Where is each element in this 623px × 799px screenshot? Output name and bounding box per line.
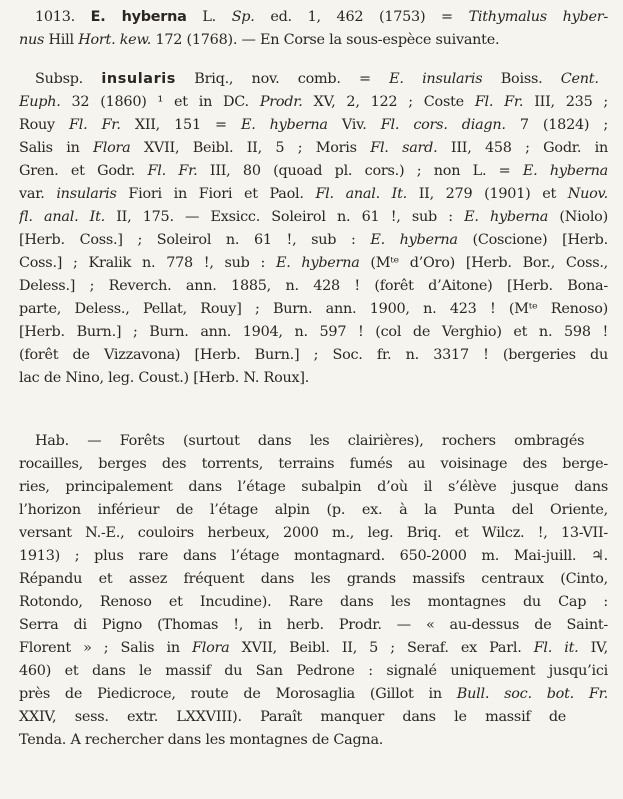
text-segment: Prodr. <box>259 94 303 110</box>
text-segment: E. insularis <box>389 71 483 87</box>
text-segment: Briq., nov. comb. = <box>175 71 390 87</box>
text-segment: IV, <box>578 640 609 656</box>
text-line <box>19 453 609 476</box>
text-segment: Bull. soc. bot. Fr. <box>456 686 608 702</box>
text-segment: Fl. Fr. <box>147 163 198 179</box>
text-segment: Fiori in Fiori et Paol. <box>116 186 316 202</box>
text-line <box>19 321 609 344</box>
text-segment: Répandu et assez fréquent dans les grands massifs centraux (Cinto, <box>19 571 608 587</box>
text-line <box>19 367 609 390</box>
paragraph-subsp-insularis <box>19 68 609 390</box>
text-segment: Fl. sard. <box>370 140 438 156</box>
text-segment: Hort. kew. <box>78 32 152 48</box>
text-segment: parte, Deless., Pellat, Rouy] ; Burn. ann. 1900, n. 423 ! (Mᵗᵉ Renoso) <box>19 301 608 317</box>
text-line <box>19 499 609 522</box>
text-segment: Hab. — Forêts (surtout dans les clairières), rochers ombragés <box>35 433 585 449</box>
text-segment: 7 (1824) ; <box>505 117 608 133</box>
text-line <box>19 114 609 137</box>
text-line <box>19 206 609 229</box>
text-segment: E. hyberna <box>90 9 187 25</box>
text-segment: Fl. Fr. <box>474 94 524 110</box>
text-line <box>19 275 609 298</box>
text-segment: E. hyberna <box>370 232 458 248</box>
text-line <box>19 183 609 206</box>
text-segment: nus <box>19 32 45 48</box>
text-line <box>19 660 609 683</box>
text-segment: 172 (1768). — En Corse la sous-espèce suivante. <box>151 32 500 48</box>
text-segment: Serra di Pigno (Thomas !, in herb. Prodr. — « au-dessus de Saint- <box>19 617 608 633</box>
text-segment: II, 175. — Exsicc. Soleirol n. 61 !, sub : <box>104 209 465 225</box>
text-segment: Fl. cors. diagn. <box>380 117 506 133</box>
text-segment: [Herb. Burn.] ; Burn. ann. 1904, n. 597 ! (col de Verghio) et n. 598 ! <box>19 324 608 340</box>
text-segment: Euph. <box>19 94 61 110</box>
text-segment: Sp. <box>231 9 255 25</box>
text-line <box>19 68 609 91</box>
text-segment: insularis <box>101 71 176 87</box>
text-segment: E. hyberna <box>464 209 549 225</box>
text-segment: 1013. <box>35 9 91 25</box>
text-segment: Florent » ; Salis in <box>19 640 192 656</box>
text-segment: Tenda. A rechercher dans les montagnes de Cagna. <box>19 732 384 748</box>
text-segment: Subsp. <box>35 71 102 87</box>
text-line <box>19 430 609 453</box>
text-segment: fl. anal. It. <box>19 209 105 225</box>
text-segment: III, 235 ; <box>523 94 609 110</box>
text-segment: Flora <box>93 140 131 156</box>
text-segment: Fl. anal. It. <box>315 186 407 202</box>
text-segment: Salis in <box>19 140 94 156</box>
text-segment: III, 80 (quoad pl. cors.) ; non L. = <box>197 163 523 179</box>
text-segment: (Coscione) [Herb. <box>457 232 608 248</box>
text-segment: 460) et dans le massif du San Pedrone : signalé uniquement jusqu’ici <box>19 663 608 679</box>
text-segment: Flora <box>192 640 230 656</box>
text-segment: E. hyberna <box>275 255 360 271</box>
text-line <box>19 137 609 160</box>
text-segment: Gren. et Godr. <box>19 163 148 179</box>
text-segment: Tithymalus hyber- <box>468 9 609 25</box>
text-line <box>19 637 609 660</box>
text-line <box>19 568 609 591</box>
text-segment: 1913) ; plus rare dans l’étage montagnard. 650-2000 m. Mai-juill. ♃. <box>19 548 608 564</box>
text-segment: XII, 151 = <box>120 117 241 133</box>
text-segment: versant N.-E., couloirs herbeux, 2000 m., leg. Briq. et Wilcz. !, 13-VII- <box>19 525 608 541</box>
text-segment: Cent. <box>560 71 599 87</box>
text-line <box>19 545 609 568</box>
text-segment: lac de Nino, leg. Coust.) [Herb. N. Roux]. <box>19 370 310 386</box>
text-segment: [Herb. Coss.] ; Soleirol n. 61 !, sub : <box>19 232 371 248</box>
text-segment: XVII, Beibl. II, 5 ; Seraf. ex Parl. <box>229 640 534 656</box>
text-segment: rocailles, berges des torrents, terrains fumés au voisinage des berge- <box>19 456 608 472</box>
paragraph-entry-1013 <box>19 6 609 52</box>
text-segment: Nuov. <box>567 186 609 202</box>
text-segment: XXIV, sess. extr. LXXVIII). Paraît manquer dans le massif de <box>19 709 567 725</box>
text-line <box>19 160 609 183</box>
text-segment: II, 279 (1901) et <box>406 186 568 202</box>
text-line <box>19 706 609 729</box>
text-line <box>19 91 609 114</box>
text-segment: (forêt de Vizzavona) [Herb. Burn.] ; Soc. fr. n. 3317 ! (bergeries du <box>19 347 608 363</box>
text-segment: L. <box>186 9 232 25</box>
text-segment: Rotondo, Renoso et Incudine). Rare dans les montagnes du Cap : <box>19 594 608 610</box>
text-segment: Deless.] ; Reverch. ann. 1885, n. 428 ! (forêt d’Aitone) [Herb. Bona- <box>19 278 608 294</box>
text-line <box>19 591 609 614</box>
text-line <box>19 252 609 275</box>
text-segment: E. hyberna <box>522 163 609 179</box>
text-segment: Viv. <box>327 117 381 133</box>
text-segment: Coss.] ; Kralik n. 778 !, sub : <box>19 255 276 271</box>
text-line <box>19 298 609 321</box>
text-line <box>19 614 609 637</box>
text-line <box>19 229 609 252</box>
text-segment: insularis <box>56 186 117 202</box>
text-segment: ed. 1, 462 (1753) = <box>254 9 469 25</box>
paragraph-habitat <box>19 430 609 752</box>
text-segment: XVII, Beibl. II, 5 ; Moris <box>130 140 371 156</box>
text-segment: 32 (1860) ¹ et in DC. <box>60 94 260 110</box>
text-segment: (Niolo) <box>548 209 608 225</box>
text-segment: l’horizon inférieur de l’étage alpin (p. ex. à la Punta del Oriente, <box>19 502 608 518</box>
text-segment: Fl. it. <box>533 640 579 656</box>
text-line <box>19 29 609 52</box>
text-line <box>19 683 609 706</box>
text-line <box>19 729 609 752</box>
text-line <box>19 476 609 499</box>
text-segment: Fl. Fr. <box>69 117 121 133</box>
text-line <box>19 6 609 29</box>
text-segment: var. <box>19 186 57 202</box>
text-segment: Rouy <box>19 117 70 133</box>
text-segment: E. hyberna <box>240 117 328 133</box>
text-segment: (Mᵗᵉ d’Oro) [Herb. Bor., Coss., <box>359 255 608 271</box>
text-line <box>19 344 609 367</box>
text-segment: Hill <box>44 32 79 48</box>
text-segment: Boiss. <box>482 71 561 87</box>
text-segment: III, 458 ; Godr. in <box>437 140 608 156</box>
text-line <box>19 522 609 545</box>
text-segment: près de Piedicroce, route de Morosaglia (Gillot in <box>19 686 457 702</box>
text-segment: XV, 2, 122 ; Coste <box>302 94 475 110</box>
text-segment: ries, principalement dans l’étage subalpin d’où il s’élève jusque dans <box>19 479 608 495</box>
